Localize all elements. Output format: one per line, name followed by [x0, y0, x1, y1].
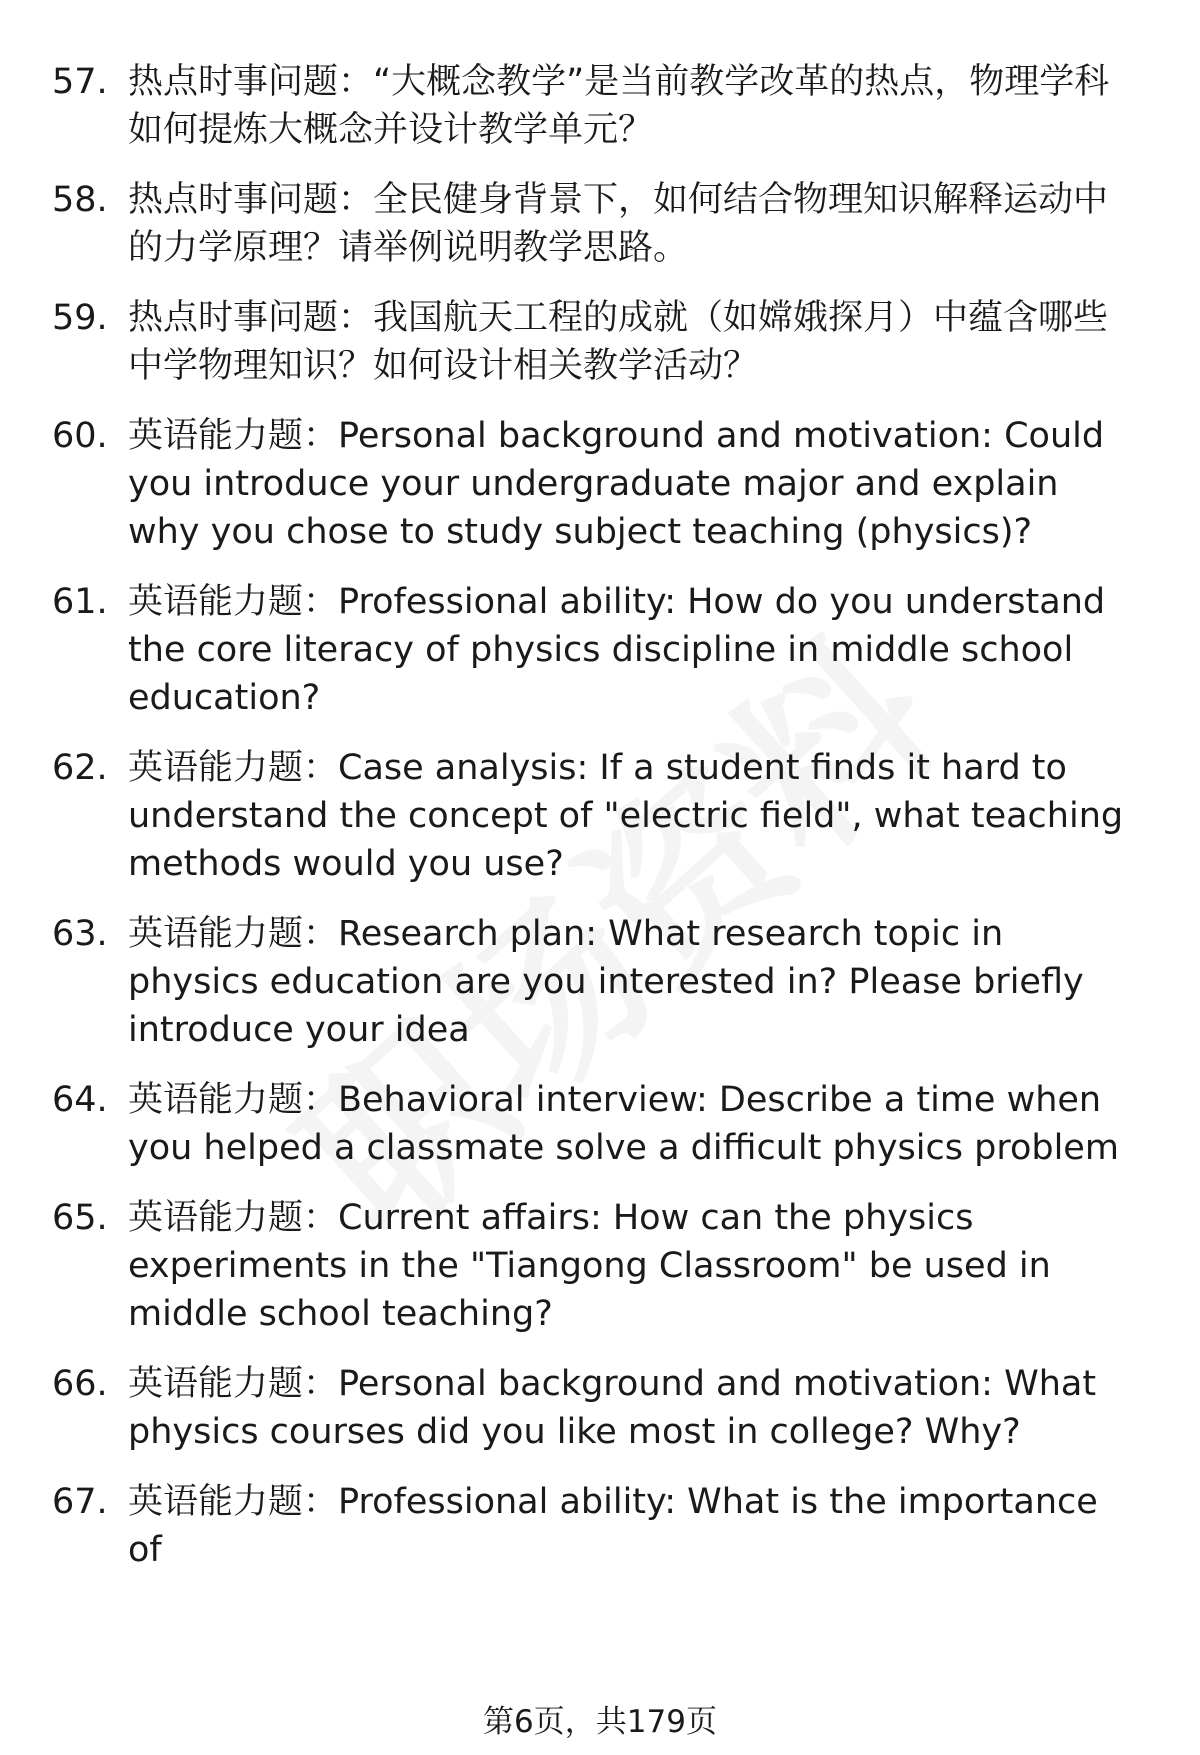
list-item	[52, 176, 1140, 272]
question-text: 英语能力题：Personal background and motivation: Could you introduce your undergraduate major and explain why you chose to study subject teaching (physics)?	[128, 416, 1105, 552]
question-number: 65.	[52, 1198, 108, 1238]
question-text: 英语能力题：Current affairs: How can the physics experiments in the "Tiangong Classroom" be used in middle school teaching?	[128, 1198, 1051, 1334]
list-item	[52, 58, 1140, 154]
question-number: 60.	[52, 416, 108, 456]
question-text: 英语能力题：Case analysis: If a student finds it hard to understand the concept of "electric field", what teaching methods would you use?	[128, 748, 1124, 884]
question-number: 58.	[52, 180, 108, 220]
question-text: 热点时事问题：“大概念教学”是当前教学改革的热点，物理学科如何提炼大概念并设计教学单元？	[128, 62, 1110, 150]
question-text: 英语能力题：Personal background and motivation: What physics courses did you like most in college? Why?	[128, 1364, 1097, 1452]
question-number: 57.	[52, 62, 108, 102]
question-number: 59.	[52, 298, 108, 338]
question-text: 热点时事问题：全民健身背景下，如何结合物理知识解释运动中的力学原理？请举例说明教学思路。	[128, 180, 1109, 268]
question-text: 英语能力题：Behavioral interview: Describe a time when you helped a classmate solve a difficult physics problem	[128, 1080, 1119, 1168]
list-item	[52, 744, 1140, 888]
question-number: 66.	[52, 1364, 108, 1404]
question-text: 英语能力题：Professional ability: How do you understand the core literacy of physics discipline in middle school education?	[128, 582, 1106, 718]
question-number: 61.	[52, 582, 108, 622]
question-number: 62.	[52, 748, 108, 788]
question-list	[52, 58, 1140, 1574]
list-item	[52, 1194, 1140, 1338]
question-number: 67.	[52, 1482, 108, 1522]
question-number: 64.	[52, 1080, 108, 1120]
list-item	[52, 1076, 1140, 1172]
question-text: 热点时事问题：我国航天工程的成就（如嫦娥探月）中蕴含哪些中学物理知识？如何设计相关教学活动？	[128, 298, 1109, 386]
list-item	[52, 910, 1140, 1054]
list-item	[52, 578, 1140, 722]
question-text: 英语能力题：Professional ability: What is the importance of	[128, 1482, 1098, 1570]
list-item	[52, 1478, 1140, 1574]
list-item	[52, 294, 1140, 390]
page-number-footer: 第6页，共179页	[483, 1704, 717, 1740]
list-item	[52, 412, 1140, 556]
question-text: 英语能力题：Research plan: What research topic in physics education are you interested in? Please briefly introduce your idea	[128, 914, 1084, 1050]
question-number: 63.	[52, 914, 108, 954]
list-item	[52, 1360, 1140, 1456]
